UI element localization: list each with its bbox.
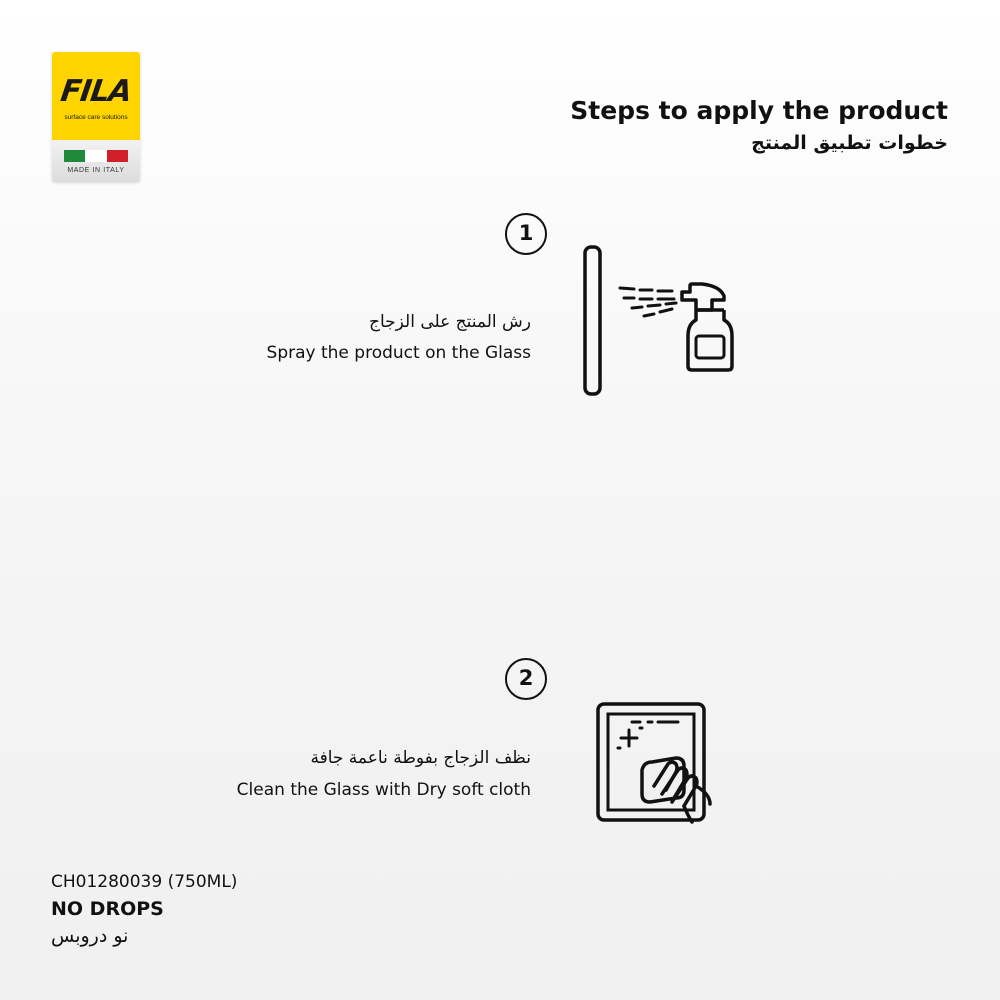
step-2-text-ar: نظف الزجاج بفوطة ناعمة جافة — [310, 748, 531, 768]
step-1-text-en: Spray the product on the Glass — [266, 343, 531, 363]
italy-flag-icon — [64, 150, 128, 162]
product-name-en: NO DROPS — [51, 898, 164, 920]
step-2-number: 2 — [505, 658, 547, 700]
wipe-glass-cloth-icon — [592, 698, 722, 828]
product-name-ar: نو دروبس — [51, 925, 129, 947]
logo-tagline: surface care solutions — [64, 114, 128, 121]
page-title-en: Steps to apply the product — [570, 96, 948, 125]
logo-brand-text: FILA — [58, 74, 134, 109]
step-1-number: 1 — [505, 213, 547, 255]
fila-logo — [52, 52, 140, 182]
logo-yellow-panel — [52, 52, 140, 140]
product-code: CH01280039 (750ML) — [51, 872, 238, 892]
page-title-ar: خطوات تطبيق المنتج — [751, 132, 948, 154]
logo-made-in-panel — [52, 140, 140, 182]
step-1-text-ar: رش المنتج على الزجاج — [368, 312, 531, 332]
made-in-italy-label: MADE IN ITALY — [67, 167, 125, 174]
step-2-text-en: Clean the Glass with Dry soft cloth — [236, 780, 531, 800]
spray-bottle-glass-icon — [578, 240, 748, 402]
